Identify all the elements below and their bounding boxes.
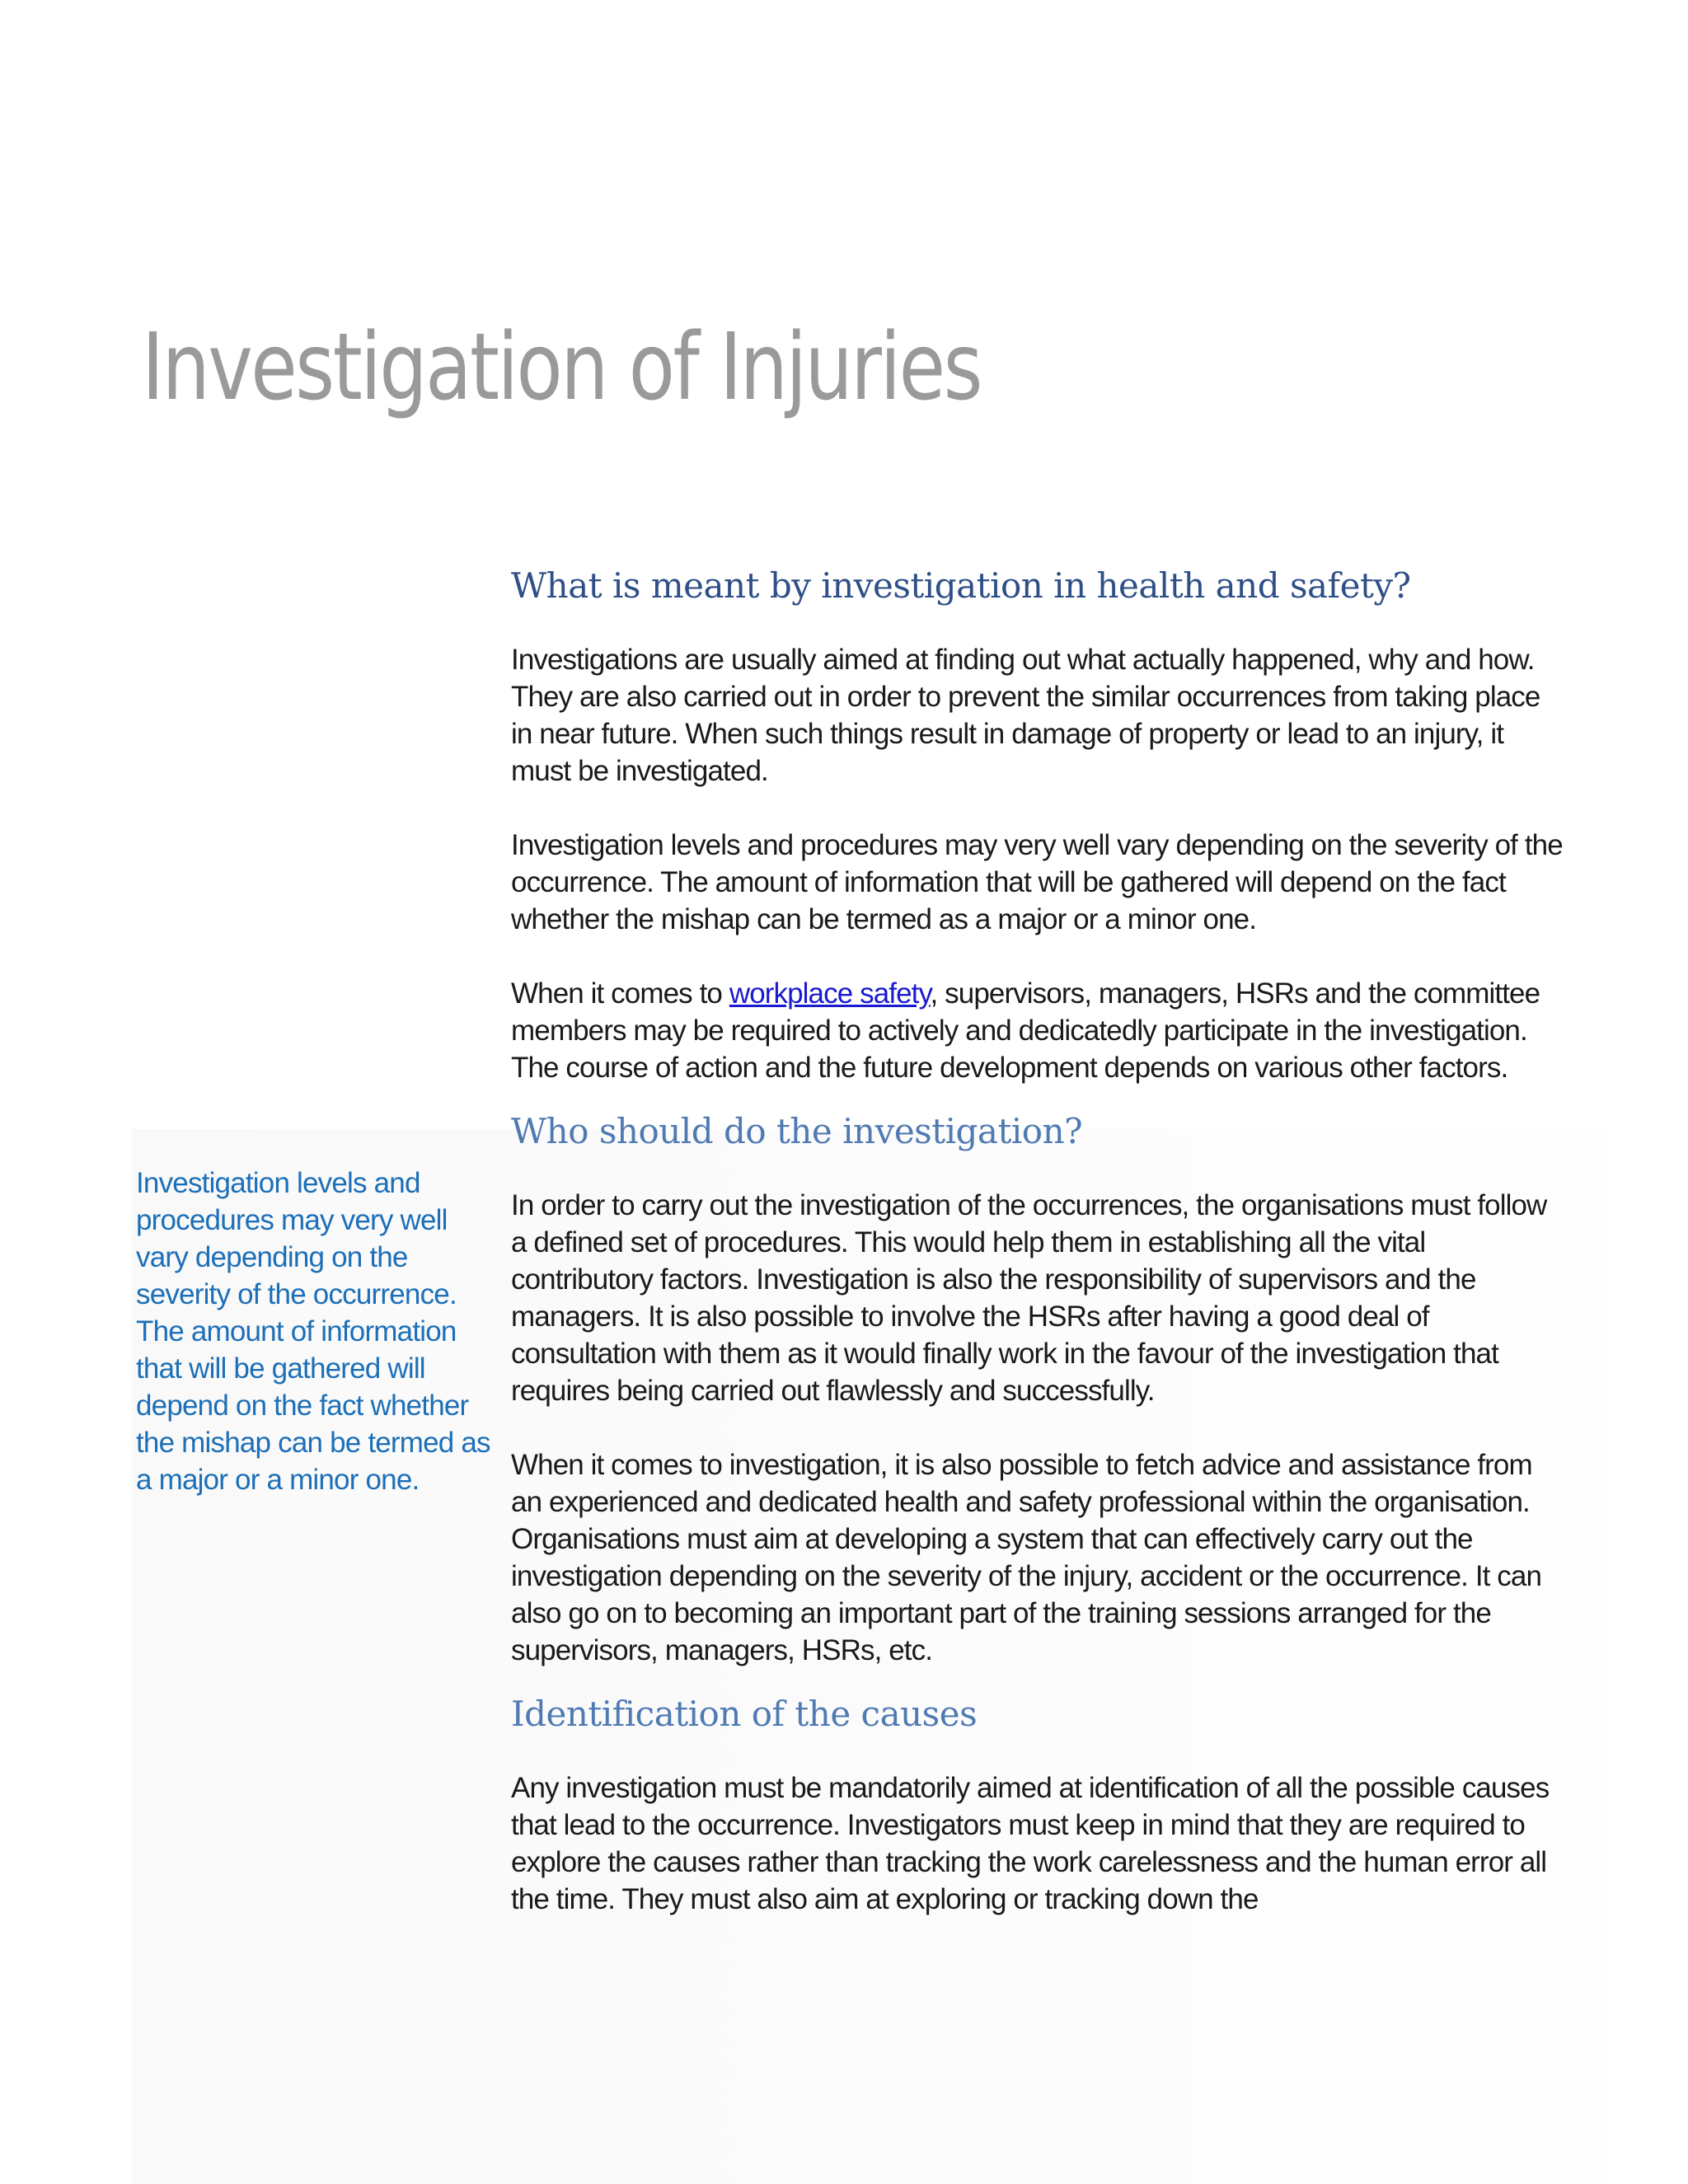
paragraph: Any investigation must be mandatorily aimed at identification of all the possible causes that lead to the occurrence. Investigators must keep in mind that they are required to explore the causes rather than tracking the work carelessness and the human error all the time. They must also aim at exploring or tracking down the: [511, 1772, 1550, 1915]
article-body: [511, 560, 1566, 1918]
page-title: Investigation of Injuries: [142, 314, 982, 421]
section-heading-meaning: What is meant by investigation in health and safety?: [511, 565, 1411, 606]
paragraph-text: When it comes to: [511, 977, 729, 1010]
paragraph: In order to carry out the investigation of the occurrences, the organisations must follow a defined set of procedures. This would help them in establishing all the vital contributory factors. Investigation is also the responsibility of supervisors and the managers. It is also possible to involve the HSRs after having a good deal of consultation with them as it would finally work in the favour of the investigation that requires being carried out flawlessly and successfully.: [511, 1189, 1547, 1407]
section-heading-who: Who should do the investigation?: [511, 1111, 1083, 1151]
paragraph-with-link: [511, 975, 1566, 1086]
paragraph-text: , supervisors, managers, HSRs and the committee members may be required to actively and dedicatedly participate in the investigation. The course of action and the future development depends on various other factors.: [511, 977, 1540, 1084]
paragraph: Investigation levels and procedures may very well vary depending on the severity of the occurrence. The amount of information that will be gathered will depend on the fact whether the mishap can be termed as a major or a minor one.: [511, 829, 1563, 935]
section-heading-causes: Identification of the causes: [511, 1694, 978, 1734]
workplace-safety-link[interactable]: workplace safety: [729, 977, 931, 1010]
paragraph: When it comes to investigation, it is also possible to fetch advice and assistance from an experienced and dedicated health and safety professional within the organisation. Organisations must aim at developing a system that can effectively carry out the investigation depending on the severity of the injury, accident or the occurrence. It can also go on to becoming an important part of the training sessions arranged for the supervisors, managers, HSRs, etc.: [511, 1449, 1542, 1666]
paragraph: Investigations are usually aimed at finding out what actually happened, why and how. They are also carried out in order to prevent the similar occurrences from taking place in near future. When such things result in damage of property or lead to an injury, it must be investigated.: [511, 644, 1540, 787]
sidebar-pull-quote: Investigation levels and procedures may very well vary depending on the severity of the occurrence. The amount of information that will be gathered will depend on the fact whether the mishap can be termed as a major or a minor one.: [136, 1167, 490, 1496]
